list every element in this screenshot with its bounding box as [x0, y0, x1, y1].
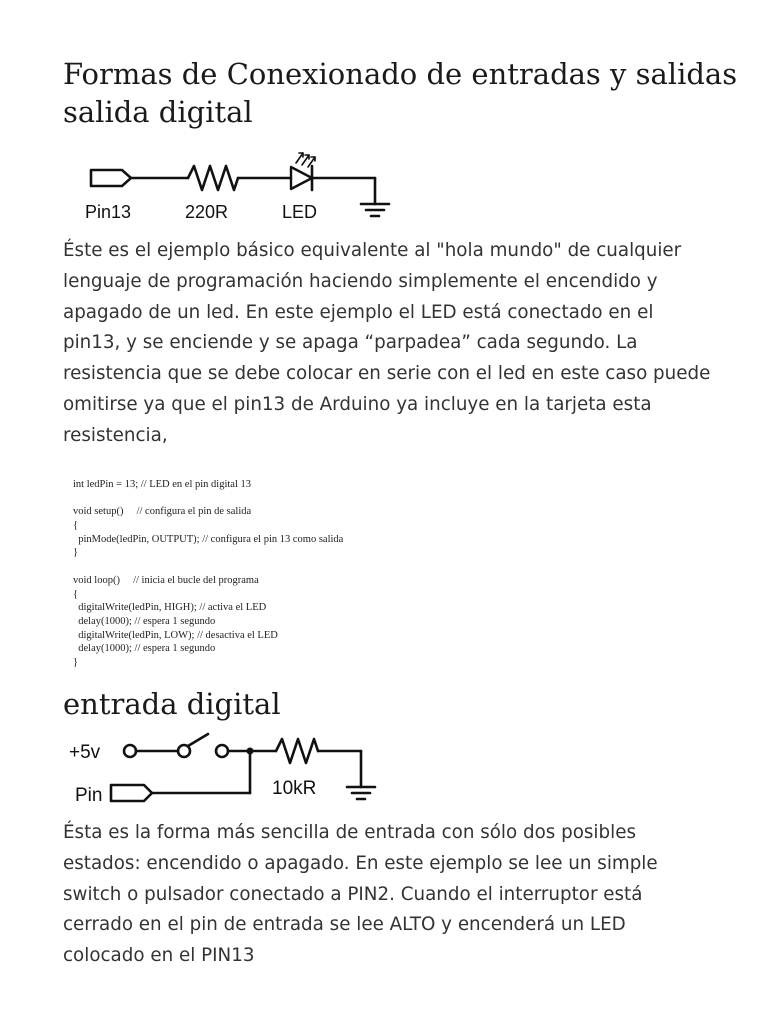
code-line: digitalWrite(ledPin, LOW); // desactiva el LED [73, 629, 278, 641]
code-line: pinMode(ledPin, OUTPUT); // configura el pin 13 como salida [73, 533, 344, 545]
code-line: } [73, 656, 79, 668]
code-line: digitalWrite(ledPin, HIGH); // activa el LED [73, 602, 267, 614]
code-line: delay(1000); // espera 1 segundo [73, 615, 216, 627]
arduino-code-snippet [73, 478, 473, 670]
code-line: { [73, 588, 79, 600]
code-line: } [73, 547, 79, 559]
code-line: int ledPin = 13; // LED en el pin digital 13 [73, 479, 251, 490]
switch-circuit-diagram [68, 725, 398, 815]
ground-symbol [361, 204, 389, 216]
resistor-symbol-10k [276, 739, 318, 763]
led-symbol [291, 167, 312, 189]
diagram-label-5v: +5v [69, 742, 101, 763]
section-heading-digital-input: entrada digital [63, 687, 281, 721]
diagram-label-pin13: Pin13 [85, 202, 132, 222]
code-line [73, 560, 473, 574]
diagram-label-10kr: 10kR [272, 778, 317, 799]
digital-input-description: Ésta es la forma más sencilla de entrada con sólo dos posibles estados: encendido o apagado. En este ejemplo se lee un simple switch o pulsador conectado a PIN2. Cuando el interruptor está cerrado en el pin de entrada se lee ALTO y encenderá un LED colocado en el PIN13 [63, 822, 658, 967]
resistor-symbol [188, 166, 238, 190]
digital-output-description: Éste es el ejemplo básico equivalente al "hola mundo" de cualquier lenguaje de programación haciendo simplemente el encendido y apagado de un led. En este ejemplo el LED está conectado en el pin13, y se enciende y se apaga “parpadea” cada segundo. La resistencia que se debe colocar en serie con el led en este caso puede omitirse ya que el pin13 de Arduino ya incluye en la tarjeta esta resistencia, [63, 240, 711, 446]
pin-connector-symbol [91, 170, 131, 186]
ground-symbol-input [347, 787, 375, 799]
code-line: { [73, 520, 79, 532]
diagram-label-220r: 220R [185, 202, 229, 222]
diagram-label-led: LED [282, 202, 318, 222]
code-line [73, 492, 473, 506]
diagram-label-pin: Pin [75, 785, 103, 806]
pin-input-connector-symbol [111, 785, 152, 801]
section-heading-digital-output: salida digital [63, 95, 253, 129]
code-line: void loop() // inicia el bucle del programa [73, 574, 259, 586]
led-circuit-diagram [85, 145, 425, 225]
page-title: Formas de Conexionado de entradas y salidas [63, 57, 738, 91]
supply-terminal-symbol [124, 745, 136, 757]
code-line: delay(1000); // espera 1 segundo [73, 643, 216, 655]
code-line: void setup() // configura el pin de salida [73, 506, 252, 518]
switch-symbol [188, 734, 208, 746]
